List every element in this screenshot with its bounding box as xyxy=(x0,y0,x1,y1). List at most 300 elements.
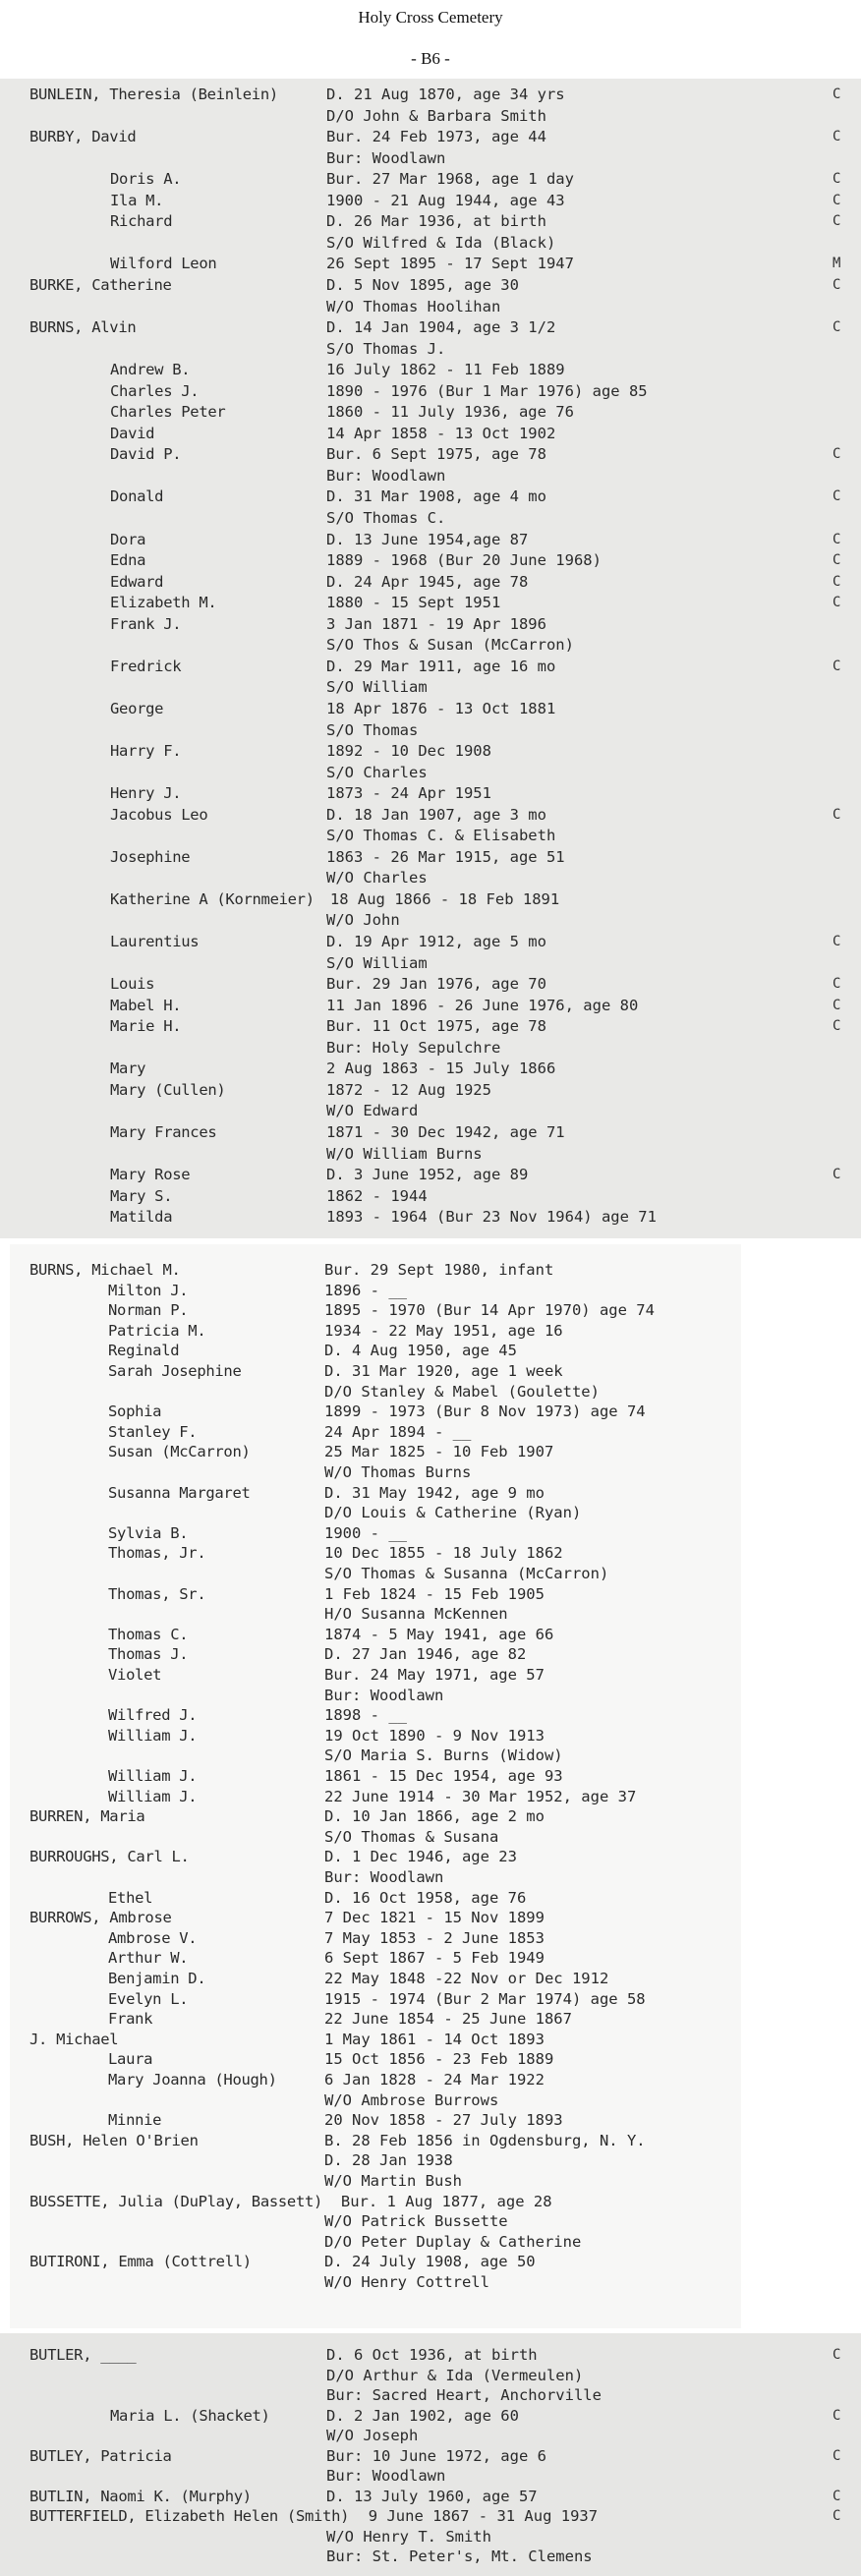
record-row xyxy=(10,1361,741,1381)
record-row xyxy=(10,1483,741,1503)
record-row xyxy=(10,2252,741,2271)
record-row xyxy=(0,677,861,697)
record-details: 18 Aug 1866 - 18 Feb 1891 xyxy=(329,889,560,908)
record-details: S/O Thomas xyxy=(326,720,419,739)
record-row xyxy=(10,1462,741,1482)
record-row xyxy=(0,2547,861,2566)
record-name: Thomas, Sr. xyxy=(108,1584,206,1603)
record-name: Minnie xyxy=(108,2111,162,2130)
record-code: C xyxy=(832,2447,841,2464)
record-details: S/O Thomas C. xyxy=(326,509,446,527)
record-name: William J. xyxy=(108,1787,198,1805)
record-row xyxy=(0,910,861,930)
record-details: S/O Wilfred & Ida (Black) xyxy=(326,233,556,252)
record-details: 1863 - 26 Mar 1915, age 51 xyxy=(326,847,565,866)
record-name: Mary Frances xyxy=(110,1122,217,1141)
record-row xyxy=(0,1080,861,1100)
record-code: C xyxy=(832,488,841,505)
record-details: S/O Thos & Susan (McCarron) xyxy=(326,636,574,655)
record-code: C xyxy=(832,2407,841,2424)
record-details: 9 June 1867 - 31 Aug 1937 xyxy=(368,2507,599,2525)
record-details: S/O Thomas & Susana xyxy=(324,1827,499,1846)
record-details: 1861 - 15 Dec 1954, age 93 xyxy=(324,1767,563,1785)
record-row xyxy=(10,1564,741,1583)
record-row xyxy=(0,1144,861,1164)
record-code: C xyxy=(832,129,841,145)
record-details: W/O Henry Cottrell xyxy=(324,2273,489,2291)
record-details: Bur: Sacred Heart, Anchorville xyxy=(326,2386,602,2404)
record-details: Bur: Woodlawn xyxy=(326,148,446,167)
record-name: BUTIRONI, Emma (Cottrell) xyxy=(29,2253,252,2271)
record-details: 2 Aug 1863 - 15 July 1866 xyxy=(326,1059,556,1078)
record-name: Patricia M. xyxy=(108,1321,206,1340)
record-name: BURNS, Michael M. xyxy=(29,1261,181,1279)
record-row xyxy=(10,1523,741,1543)
record-details: 1900 - __ xyxy=(324,1523,407,1542)
record-name: Henry J. xyxy=(110,784,182,803)
record-details: 1 Feb 1824 - 15 Feb 1905 xyxy=(324,1584,545,1603)
record-name: BUSSETTE, Julia (DuPlay, Bassett) xyxy=(29,2192,323,2210)
record-row xyxy=(0,2527,861,2547)
record-row xyxy=(0,1165,861,1184)
record-details: D. 21 Aug 1870, age 34 yrs xyxy=(326,86,565,103)
record-details: 1893 - 1964 (Bur 23 Nov 1964) age 71 xyxy=(326,1208,657,1227)
record-details: 18 Apr 1876 - 13 Oct 1881 xyxy=(326,699,556,717)
record-row xyxy=(0,317,861,337)
record-details: 1880 - 15 Sept 1951 xyxy=(326,594,501,612)
record-row xyxy=(10,1665,741,1685)
record-row xyxy=(0,2446,861,2466)
record-row xyxy=(0,1122,861,1142)
record-details: S/O Maria S. Burns (Widow) xyxy=(324,1746,563,1765)
record-name: Charles J. xyxy=(110,381,200,400)
record-row xyxy=(10,1705,741,1725)
record-row xyxy=(10,1847,741,1866)
record-name: BURNS, Alvin xyxy=(29,318,137,337)
record-name: Arthur W. xyxy=(108,1949,189,1968)
record-row xyxy=(10,2009,741,2029)
record-code: C xyxy=(832,552,841,569)
record-row xyxy=(0,106,861,126)
record-name: Mary S. xyxy=(110,1186,173,1205)
record-name: BUTLEY, Patricia xyxy=(29,2446,172,2465)
record-row xyxy=(10,1948,741,1968)
record-code: C xyxy=(832,446,841,463)
record-code: C xyxy=(832,976,841,993)
record-details: 1895 - 1970 (Bur 14 Apr 1970) age 74 xyxy=(324,1301,655,1320)
record-details: 6 Jan 1828 - 24 Mar 1922 xyxy=(324,2071,545,2089)
record-details: 1 May 1861 - 14 Oct 1893 xyxy=(324,2030,545,2048)
record-details: 1890 - 1976 (Bur 1 Mar 1976) age 85 xyxy=(326,381,648,400)
record-details: 1900 - 21 Aug 1944, age 43 xyxy=(326,191,565,209)
record-row xyxy=(10,1888,741,1908)
record-name: Violet xyxy=(108,1666,162,1684)
record-row xyxy=(0,381,861,401)
record-name: BURREN, Maria xyxy=(29,1807,145,1826)
record-details: B. 28 Feb 1856 in Ogdensburg, N. Y. xyxy=(324,2131,646,2149)
record-name: BUTLIN, Naomi K. (Murphy) xyxy=(29,2487,252,2505)
record-details: D. 2 Jan 1902, age 60 xyxy=(326,2406,519,2425)
record-details: 7 May 1853 - 2 June 1853 xyxy=(324,1928,545,1947)
record-row xyxy=(0,2487,861,2506)
record-row xyxy=(10,1746,741,1765)
record-row xyxy=(0,233,861,253)
record-row xyxy=(0,550,861,570)
record-row xyxy=(0,169,861,189)
record-row xyxy=(0,466,861,486)
record-row xyxy=(10,1867,741,1887)
record-row xyxy=(0,487,861,506)
record-details: Bur. 11 Oct 1975, age 78 xyxy=(326,1017,546,1036)
record-row xyxy=(0,211,861,231)
record-name: Laura xyxy=(108,2050,153,2069)
record-row xyxy=(10,1584,741,1604)
record-name: Evelyn L. xyxy=(108,1989,189,2008)
record-code: C xyxy=(832,192,841,208)
record-name: Marie H. xyxy=(110,1017,182,1036)
record-name: William J. xyxy=(108,1726,198,1745)
record-name: Fredrick xyxy=(110,657,182,675)
record-row xyxy=(10,1787,741,1806)
record-details: W/O Ambrose Burrows xyxy=(324,2090,499,2109)
record-details: 1860 - 11 July 1936, age 76 xyxy=(326,403,574,422)
record-details: 14 Apr 1858 - 13 Oct 1902 xyxy=(326,424,556,442)
record-name: BURROWS, Ambrose xyxy=(29,1909,172,1927)
record-name: Laurentius xyxy=(110,933,200,950)
record-details: 1898 - __ xyxy=(324,1706,407,1725)
record-details: 10 Dec 1855 - 18 July 1862 xyxy=(324,1544,563,1563)
record-details: W/O Thomas Burns xyxy=(324,1463,472,1481)
record-details: Bur: St. Peter's, Mt. Clemens xyxy=(326,2547,593,2565)
record-details: D. 31 May 1942, age 9 mo xyxy=(324,1483,545,1502)
record-details: D. 19 Apr 1912, age 5 mo xyxy=(326,933,546,950)
record-details: Bur: Woodlawn xyxy=(326,466,446,485)
record-code: C xyxy=(832,171,841,188)
record-page-1 xyxy=(0,79,861,1238)
record-name: Sophia xyxy=(108,1402,162,1421)
record-details: Bur. 1 Aug 1877, age 28 xyxy=(340,2192,552,2210)
record-code: C xyxy=(832,997,841,1013)
record-details: D/O Peter Duplay & Catherine xyxy=(324,2232,582,2251)
record-details: 7 Dec 1821 - 15 Nov 1899 xyxy=(324,1909,545,1927)
record-code: C xyxy=(832,806,841,823)
record-row xyxy=(0,2466,861,2486)
record-row xyxy=(0,2406,861,2426)
record-name: Benjamin D. xyxy=(108,1970,206,1987)
record-row xyxy=(0,297,861,316)
record-name: Mabel H. xyxy=(110,996,182,1014)
record-details: Bur. 24 Feb 1973, age 44 xyxy=(326,128,546,146)
record-details: W/O Thomas Hoolihan xyxy=(326,297,501,315)
record-name: Katherine A (Kornmeier) xyxy=(110,889,315,908)
record-row xyxy=(0,2426,861,2445)
record-details: 1934 - 22 May 1951, age 16 xyxy=(324,1321,563,1340)
record-row xyxy=(10,2049,741,2069)
record-row xyxy=(0,424,861,443)
record-details: 15 Oct 1856 - 23 Feb 1889 xyxy=(324,2050,554,2069)
record-name: Stanley F. xyxy=(108,1422,198,1441)
record-details: W/O Henry T. Smith xyxy=(326,2527,491,2546)
record-row xyxy=(10,1300,741,1320)
record-row xyxy=(10,1726,741,1746)
record-code: C xyxy=(832,1167,841,1183)
record-name: Ethel xyxy=(108,1888,153,1907)
record-row xyxy=(10,1644,741,1664)
record-row xyxy=(0,1038,861,1058)
record-details: D. 13 June 1954,age 87 xyxy=(326,530,529,548)
record-details: 22 June 1854 - 25 June 1867 xyxy=(324,2010,572,2029)
record-name: William J. xyxy=(108,1767,198,1785)
record-row xyxy=(0,1186,861,1206)
record-details: W/O Edward xyxy=(326,1102,419,1120)
record-row xyxy=(0,889,861,909)
record-row xyxy=(10,1503,741,1522)
record-details: W/O Patrick Bussette xyxy=(324,2212,508,2231)
record-details: 1899 - 1973 (Bur 8 Nov 1973) age 74 xyxy=(324,1402,646,1421)
record-row xyxy=(10,1422,741,1442)
record-details: W/O John xyxy=(326,911,400,930)
record-name: BURROUGHS, Carl L. xyxy=(29,1848,190,1866)
record-row xyxy=(10,2030,741,2049)
record-row xyxy=(0,1101,861,1120)
record-name: Edna xyxy=(110,551,146,570)
record-details: 1915 - 1974 (Bur 2 Mar 1974) age 58 xyxy=(324,1989,646,2008)
record-name: Edward xyxy=(110,572,164,591)
record-name: David xyxy=(110,424,155,442)
record-row xyxy=(10,1625,741,1644)
record-details: 1889 - 1968 (Bur 20 June 1968) xyxy=(326,551,602,570)
record-row xyxy=(0,805,861,825)
record-details: 1873 - 24 Apr 1951 xyxy=(326,784,491,803)
record-row xyxy=(0,974,861,994)
record-details: S/O Thomas & Susanna (McCarron) xyxy=(324,1565,609,1582)
record-name: Thomas C. xyxy=(108,1625,189,1643)
record-row xyxy=(10,1402,741,1421)
record-name: Matilda xyxy=(110,1208,173,1227)
record-name: Mary Joanna (Hough) xyxy=(108,2071,277,2089)
record-row xyxy=(0,2366,861,2385)
record-row xyxy=(0,932,861,951)
record-code: C xyxy=(832,2488,841,2504)
record-name: Andrew B. xyxy=(110,361,191,379)
record-name: Norman P. xyxy=(108,1301,189,1320)
record-details: 26 Sept 1895 - 17 Sept 1947 xyxy=(326,255,574,273)
record-details: Bur. 24 May 1971, age 57 xyxy=(324,1666,545,1684)
record-code: C xyxy=(832,1018,841,1035)
record-code: C xyxy=(832,595,841,611)
record-details: D/O Arthur & Ida (Vermeulen) xyxy=(326,2366,584,2384)
record-row xyxy=(0,148,861,168)
record-row xyxy=(0,1016,861,1036)
record-details: D. 3 June 1952, age 89 xyxy=(326,1166,529,1184)
record-name: BUTTERFIELD, Elizabeth Helen (Smith) xyxy=(29,2507,350,2525)
record-name: Doris A. xyxy=(110,170,182,189)
record-row xyxy=(0,1207,861,1227)
record-row xyxy=(0,635,861,655)
record-details: W/O William Burns xyxy=(326,1144,483,1163)
record-row xyxy=(10,1382,741,1402)
record-details: D. 26 Mar 1936, at birth xyxy=(326,212,546,231)
record-details: D. 29 Mar 1911, age 16 mo xyxy=(326,657,556,675)
record-row xyxy=(0,1059,861,1078)
record-row xyxy=(0,868,861,887)
record-details: 3 Jan 1871 - 19 Apr 1896 xyxy=(326,614,546,633)
record-row xyxy=(0,953,861,973)
record-details: Bur: Woodlawn xyxy=(326,2467,446,2485)
record-row xyxy=(10,1686,741,1705)
record-details: S/O Thomas C. & Elisabeth xyxy=(326,827,556,845)
record-row xyxy=(0,254,861,273)
record-details: 1874 - 5 May 1941, age 66 xyxy=(324,1625,554,1643)
record-details: H/O Susanna McKennen xyxy=(324,1605,508,1624)
record-name: David P. xyxy=(110,445,182,464)
record-name: Elizabeth M. xyxy=(110,594,217,612)
record-details: 1892 - 10 Dec 1908 xyxy=(326,742,491,761)
record-details: D. 31 Mar 1908, age 4 mo xyxy=(326,487,546,506)
record-name: George xyxy=(110,699,164,717)
record-row xyxy=(0,85,861,104)
record-details: W/O Martin Bush xyxy=(324,2172,462,2190)
record-details: W/O Charles xyxy=(326,869,428,887)
record-row xyxy=(10,1908,741,1927)
record-name: Sylvia B. xyxy=(108,1523,189,1542)
record-details: 1872 - 12 Aug 1925 xyxy=(326,1080,491,1099)
record-code: C xyxy=(832,573,841,590)
record-row xyxy=(10,2131,741,2150)
record-details: 24 Apr 1894 - __ xyxy=(324,1422,472,1441)
record-row xyxy=(10,2070,741,2089)
record-name: Wilfred J. xyxy=(108,1706,198,1725)
record-details: 1862 - 1944 xyxy=(326,1186,428,1205)
record-row xyxy=(0,339,861,359)
record-code: C xyxy=(832,2508,841,2524)
record-code: C xyxy=(832,658,841,674)
record-details: S/O William xyxy=(326,953,428,972)
record-row xyxy=(0,741,861,761)
cemetery-title: Holy Cross Cemetery xyxy=(358,8,503,27)
record-details: 22 May 1848 -22 Nov or Dec 1912 xyxy=(324,1970,609,1987)
record-name: Frank xyxy=(108,2010,153,2029)
record-name: Susanna Margaret xyxy=(108,1483,251,1502)
record-name: Susan (McCarron) xyxy=(108,1443,251,1461)
record-row xyxy=(0,275,861,295)
record-details: Bur: 10 June 1972, age 6 xyxy=(326,2446,546,2465)
record-details: 16 July 1862 - 11 Feb 1889 xyxy=(326,361,565,379)
record-row xyxy=(0,763,861,782)
record-details: D. 14 Jan 1904, age 3 1/2 xyxy=(326,318,556,337)
record-details: Bur: Woodlawn xyxy=(324,1686,444,1704)
record-row xyxy=(0,720,861,740)
record-details: D. 27 Jan 1946, age 82 xyxy=(324,1645,527,1664)
record-row xyxy=(10,1806,741,1826)
record-row xyxy=(10,2272,741,2292)
record-row xyxy=(0,191,861,210)
record-details: D/O John & Barbara Smith xyxy=(326,106,546,125)
record-name: Maria L. (Shacket) xyxy=(110,2406,270,2425)
record-row xyxy=(10,1604,741,1624)
record-row xyxy=(10,1989,741,2009)
record-name: Donald xyxy=(110,487,164,506)
record-details: D/O Louis & Catherine (Ryan) xyxy=(324,1504,582,1522)
record-details: Bur: Holy Sepulchre xyxy=(326,1038,501,1057)
record-row xyxy=(0,508,861,528)
record-row xyxy=(0,444,861,464)
record-details: 25 Mar 1825 - 10 Feb 1907 xyxy=(324,1443,554,1461)
record-name: Thomas J. xyxy=(108,1645,189,1664)
record-row xyxy=(0,847,861,867)
record-name: Ambrose V. xyxy=(108,1928,198,1947)
record-row xyxy=(0,127,861,146)
record-name: Milton J. xyxy=(108,1281,189,1299)
record-row xyxy=(10,1928,741,1948)
record-details: D. 13 July 1960, age 57 xyxy=(326,2487,538,2505)
record-details: D. 18 Jan 1907, age 3 mo xyxy=(326,805,546,824)
record-details: D. 24 July 1908, age 50 xyxy=(324,2253,536,2271)
record-row xyxy=(0,657,861,676)
record-code: C xyxy=(832,213,841,230)
record-name: Frank J. xyxy=(110,614,182,633)
record-details: S/O Thomas J. xyxy=(326,339,446,358)
record-page-2 xyxy=(10,1244,741,2328)
record-name: Harry F. xyxy=(110,742,182,761)
record-details: 20 Nov 1858 - 27 July 1893 xyxy=(324,2111,563,2130)
record-details: D. 5 Nov 1895, age 30 xyxy=(326,275,519,294)
record-name: BUSH, Helen O'Brien xyxy=(29,2131,199,2149)
page-number: - B6 - xyxy=(411,49,450,68)
record-code: M xyxy=(832,256,841,272)
record-row xyxy=(10,1281,741,1300)
record-name: Mary (Cullen) xyxy=(110,1080,226,1099)
record-row xyxy=(10,2090,741,2110)
record-page-3 xyxy=(0,2333,861,2576)
record-name: Ila M. xyxy=(110,191,164,209)
record-code: C xyxy=(832,934,841,949)
record-name: BUTLER, ____ xyxy=(29,2346,137,2364)
record-row xyxy=(0,402,861,422)
record-row xyxy=(10,1341,741,1360)
record-row xyxy=(0,614,861,634)
record-details: Bur. 29 Sept 1980, infant xyxy=(324,1261,554,1279)
record-name: Thomas, Jr. xyxy=(108,1544,206,1563)
record-details: 6 Sept 1867 - 5 Feb 1949 xyxy=(324,1949,545,1968)
record-name: Mary Rose xyxy=(110,1166,191,1184)
record-details: D. 4 Aug 1950, age 45 xyxy=(324,1342,517,1360)
record-row xyxy=(0,2345,861,2365)
record-name: Dora xyxy=(110,530,146,548)
record-row xyxy=(10,1442,741,1461)
record-row xyxy=(10,1260,741,1280)
record-name: BURBY, David xyxy=(29,128,137,146)
record-row xyxy=(0,530,861,549)
record-details: D. 31 Mar 1920, age 1 week xyxy=(324,1362,563,1380)
record-details: Bur. 6 Sept 1975, age 78 xyxy=(326,445,546,464)
record-details: D. 10 Jan 1866, age 2 mo xyxy=(324,1807,545,1826)
record-name: Jacobus Leo xyxy=(110,805,208,824)
record-row xyxy=(10,2150,741,2170)
record-details: D. 16 Oct 1958, age 76 xyxy=(324,1888,527,1907)
record-name: Reginald xyxy=(108,1342,180,1360)
record-row xyxy=(0,996,861,1015)
record-details: 11 Jan 1896 - 26 June 1976, age 80 xyxy=(326,996,639,1014)
record-details: D. 24 Apr 1945, age 78 xyxy=(326,572,529,591)
record-code: C xyxy=(832,319,841,336)
record-row xyxy=(10,2110,741,2130)
record-row xyxy=(0,783,861,803)
record-details: Bur. 27 Mar 1968, age 1 day xyxy=(326,170,574,189)
record-row xyxy=(10,1969,741,1988)
record-details: D. 1 Dec 1946, age 23 xyxy=(324,1848,517,1866)
record-row xyxy=(10,1321,741,1341)
